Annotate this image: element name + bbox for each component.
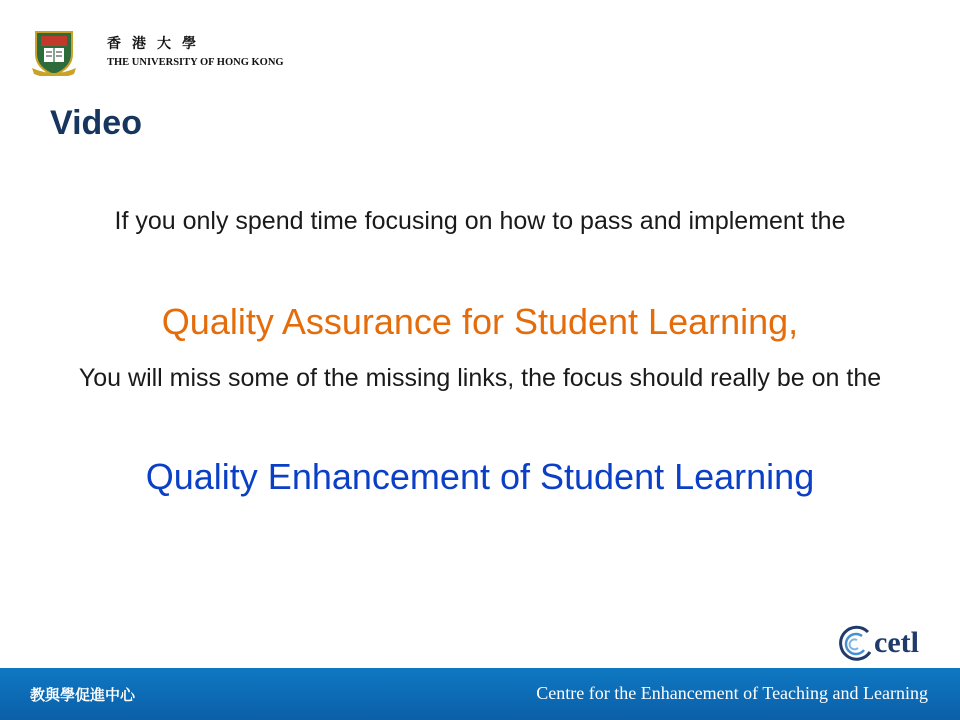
slide-title: Video [50, 104, 142, 142]
university-name-cn: 香港大學 [107, 36, 207, 52]
body-text-intro: If you only spend time focusing on how to pass and implement the [114, 207, 846, 235]
body-text-missing-links: You will miss some of the missing links, the focus should really be on the [78, 364, 882, 392]
cetl-logo [838, 624, 938, 668]
quality-assurance-heading: Quality Assurance for Student Learning, [161, 301, 799, 342]
footer-bar [0, 668, 960, 720]
center-name-en: Centre for the Enhancement of Teaching and Learning [536, 683, 928, 703]
cetl-swirl-icon [838, 624, 874, 664]
cetl-logo-text: cetl [874, 626, 919, 659]
hku-logo [30, 30, 290, 80]
quality-enhancement-heading: Quality Enhancement of Student Learning [145, 456, 815, 497]
university-name-en: THE UNIVERSITY OF HONG KONG [107, 57, 284, 68]
hku-crest-icon [30, 30, 78, 76]
center-name-cn: 教與學促進中心 [30, 686, 136, 704]
